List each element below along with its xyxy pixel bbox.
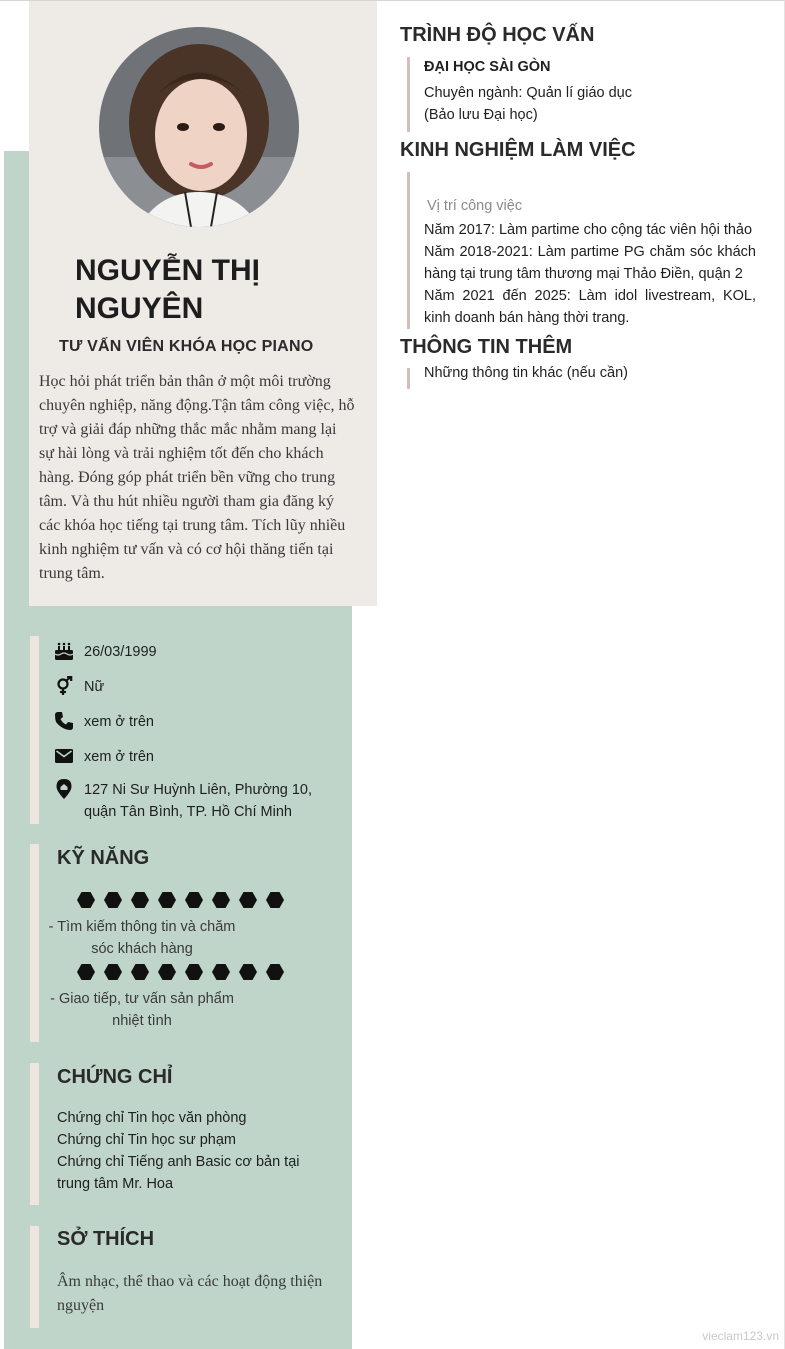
additional-accent-bar bbox=[407, 368, 410, 389]
hobbies-text: Âm nhạc, thể thao và các hoạt động thiện nguyện bbox=[57, 1273, 323, 1314]
rating-dot bbox=[104, 964, 122, 980]
rating-dot bbox=[266, 892, 284, 908]
experience-item: Năm 2017: Làm partime cho cộng tác viên hội thảo bbox=[424, 222, 753, 238]
name-line-1: NGUYỄN THỊ bbox=[75, 254, 261, 287]
contact-address bbox=[54, 779, 312, 823]
experience-item: Năm 2021 đến 2025: Làm idol livestream, KOL, kinh doanh bán hàng thời trang. bbox=[424, 288, 756, 326]
contact-phone bbox=[54, 711, 154, 733]
job-title: TƯ VẤN VIÊN KHÓA HỌC PIANO bbox=[59, 338, 314, 355]
rating-dot bbox=[158, 892, 176, 908]
birthday-value: 26/03/1999 bbox=[84, 644, 157, 660]
skills-heading: KỸ NĂNG bbox=[57, 847, 150, 869]
education-note: (Bảo lưu Đại học) bbox=[424, 107, 538, 123]
address-line-1: 127 Ni Sư Huỳnh Liên, Phường 10, bbox=[84, 782, 313, 798]
phone-icon bbox=[54, 711, 74, 731]
skill-item-2 bbox=[44, 988, 240, 1032]
hobbies-side-bar bbox=[30, 1226, 39, 1328]
candidate-name bbox=[75, 252, 355, 328]
education-major: Chuyên ngành: Quản lí giáo dục bbox=[424, 85, 632, 101]
experience-details bbox=[424, 219, 756, 329]
hobbies-heading: SỞ THÍCH bbox=[57, 1228, 155, 1250]
rating-dot bbox=[212, 964, 230, 980]
certificate-item: Chứng chỉ Tin học sư phạm bbox=[57, 1132, 236, 1148]
rating-dot bbox=[77, 964, 95, 980]
address-value bbox=[84, 779, 312, 823]
rating-dot bbox=[185, 892, 203, 908]
address-line-2: quận Tân Bình, TP. Hồ Chí Minh bbox=[84, 804, 292, 820]
location-icon bbox=[54, 779, 74, 799]
rating-dot bbox=[131, 892, 149, 908]
experience-accent-bar bbox=[407, 172, 410, 329]
career-objective: Học hỏi phát triển bản thân ở một môi trường chuyên nghiệp, năng động.Tận tâm công việc, hỗ trợ và giải đáp những thắc mắc nhằm mang lại sự hài lòng và trải nghiệm tốt đến cho khách hàng. Đóng góp phát triển bền vững cho trung tâm. Và thu hút nhiều người tham gia đăng ký các khóa học tiếng tại trung tâm. Tích lũy nhiều kinh nghiệm tư vấn và có cơ hội thăng tiến tại trung tâm. bbox=[39, 373, 355, 582]
skill-rating-2 bbox=[77, 964, 284, 980]
avatar-photo bbox=[99, 27, 299, 227]
rating-dot bbox=[158, 964, 176, 980]
education-accent-bar bbox=[407, 57, 410, 132]
contact-gender bbox=[54, 676, 104, 698]
skill-item-1 bbox=[44, 916, 240, 960]
additional-text: Những thông tin khác (nếu cần) bbox=[424, 365, 628, 381]
rating-dot bbox=[185, 964, 203, 980]
skill-1-line-1: - Tìm kiếm thông tin và chăm bbox=[48, 919, 236, 935]
rating-dot bbox=[77, 892, 95, 908]
school-name: ĐẠI HỌC SÀI GÒN bbox=[424, 59, 551, 75]
email-icon bbox=[54, 746, 74, 766]
contact-side-bar bbox=[30, 636, 39, 824]
certificate-item: Chứng chỉ Tin học văn phòng bbox=[57, 1110, 247, 1126]
email-value: xem ở trên bbox=[84, 749, 154, 765]
contact-email bbox=[54, 746, 154, 768]
rating-dot bbox=[131, 964, 149, 980]
gender-value: Nữ bbox=[84, 679, 105, 695]
skill-2-line-2: nhiệt tình bbox=[112, 1013, 172, 1029]
gender-icon bbox=[54, 676, 74, 696]
phone-value: xem ở trên bbox=[84, 714, 154, 730]
skill-rating-1 bbox=[77, 892, 284, 908]
certificates-side-bar bbox=[30, 1063, 39, 1205]
education-heading: TRÌNH ĐỘ HỌC VẤN bbox=[400, 24, 595, 46]
certificate-item: Chứng chỉ Tiếng anh Basic cơ bản tại bbox=[57, 1154, 300, 1170]
contact-birthday bbox=[54, 641, 157, 663]
watermark: vieclam123.vn bbox=[702, 1329, 779, 1343]
rating-dot bbox=[104, 892, 122, 908]
cake-icon bbox=[54, 641, 74, 661]
skill-1-line-2: sóc khách hàng bbox=[91, 941, 193, 957]
certificates-heading: CHỨNG CHỈ bbox=[57, 1066, 173, 1088]
skills-side-bar bbox=[30, 844, 39, 1042]
certificates-list bbox=[57, 1107, 317, 1195]
additional-heading: THÔNG TIN THÊM bbox=[400, 336, 573, 358]
rating-dot bbox=[266, 964, 284, 980]
rating-dot bbox=[239, 964, 257, 980]
rating-dot bbox=[212, 892, 230, 908]
skill-2-line-1: - Giao tiếp, tư vấn sản phẩm bbox=[50, 991, 234, 1007]
experience-item: Năm 2018-2021: Làm partime PG chăm sóc khách hàng tại trung tâm thương mại Thảo Điền, quận 2 bbox=[424, 244, 756, 282]
experience-heading: KINH NGHIỆM LÀM VIỆC bbox=[400, 139, 636, 161]
experience-position: Vị trí công việc bbox=[427, 198, 523, 214]
rating-dot bbox=[239, 892, 257, 908]
name-line-2: NGUYÊN bbox=[75, 292, 204, 325]
certificate-item: trung tâm Mr. Hoa bbox=[57, 1176, 174, 1192]
